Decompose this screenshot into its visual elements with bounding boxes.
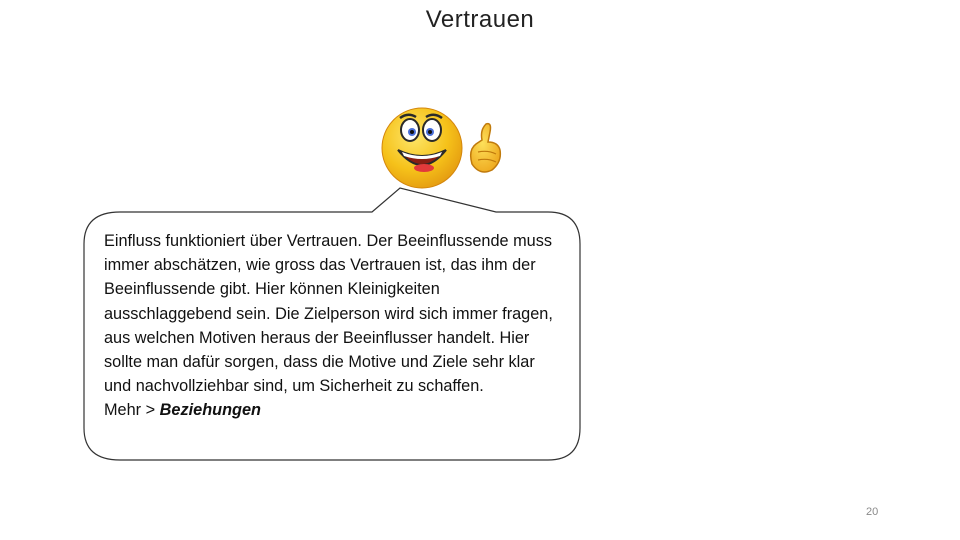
more-prefix: Mehr >	[104, 401, 160, 420]
slide-title: Vertrauen	[425, 6, 535, 33]
bubble-text	[104, 229, 564, 423]
beziehungen-link[interactable]: Beziehungen	[159, 401, 261, 420]
page-number: 20	[866, 506, 879, 518]
bubble-paragraph: Einfluss funktioniert über Vertrauen. Der Beeinflussende muss immer abschätzen, wie gross das Vertrauen ist, das ihm der Beeinflussende gibt. Hier können Kleinigkeiten ausschlaggebend sein. Die Zielperson wird sich immer fragen, aus welchen Motiven heraus der Beeinflusser handelt. Hier sollte man dafür sorgen, dass die Motive und Ziele sehr klar und nachvollziehbar sind, um Sicherheit zu schaffen.	[104, 232, 553, 396]
